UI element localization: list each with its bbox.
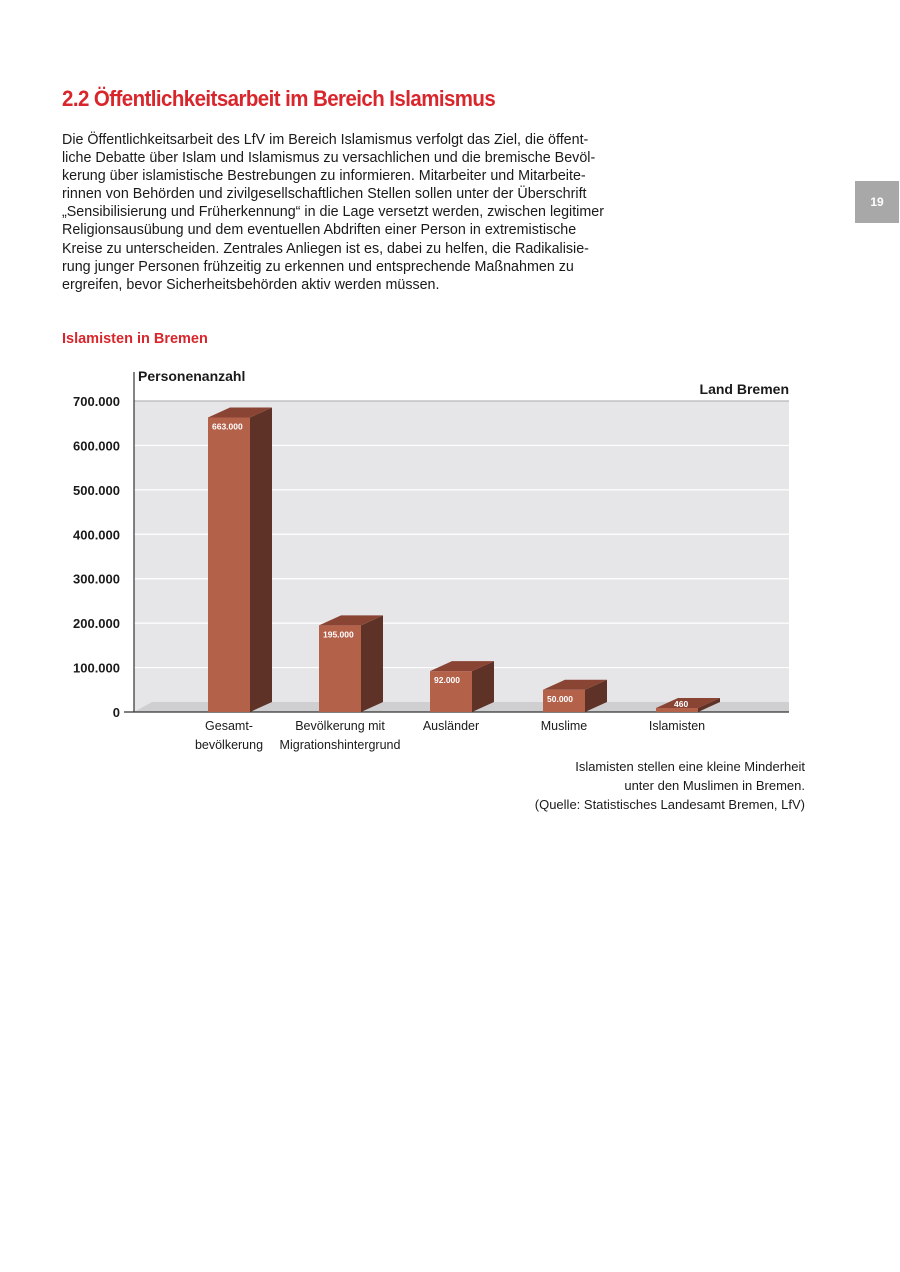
bar-side	[361, 615, 383, 712]
y-tick-label: 200.000	[73, 616, 120, 632]
body-line: rung junger Personen frühzeitig zu erkennen und entsprechende Maßnahmen zu	[62, 258, 574, 275]
x-tick-label: Muslime	[540, 719, 588, 733]
chart-caption	[480, 757, 805, 814]
y-tick-label: 700.000	[73, 394, 120, 409]
x-tick-label: bevölkerung	[194, 738, 264, 752]
data-label: 195.000	[323, 629, 354, 640]
section-title: 2.2 Öffentlichkeitsarbeit im Bereich Islamismus	[62, 86, 496, 111]
x-tick-label: Ausländer	[422, 719, 480, 733]
chart-title: Islamisten in Bremen	[62, 331, 208, 347]
bar-chart	[0, 360, 900, 760]
y-tick-label: 0	[112, 705, 120, 720]
body-line: Die Öffentlichkeitsarbeit des LfV im Bereich Islamismus verfolgt das Ziel, die öffent-	[62, 132, 589, 148]
page-number-tab: 19	[855, 181, 899, 223]
body-line: ergreifen, bevor Sicherheitsbehörden aktiv werden müssen.	[62, 276, 440, 293]
body-line: Religionsausübung und dem eventuellen Abdriften einer Person in extremistische	[62, 222, 577, 239]
data-label: 663.000	[212, 421, 243, 432]
body-line: kerung über islamistische Bestrebungen zu informieren. Mitarbeiter und Mitarbeite-	[62, 168, 586, 185]
body-line: „Sensibilisierung und Früherkennung“ in die Lage versetzt werden, zwischen legitimer	[62, 204, 604, 221]
data-label: 50.000	[547, 693, 573, 704]
y-tick-label: 300.000	[73, 571, 120, 587]
body-line: Kreise zu unterscheiden. Zentrales Anliegen ist es, dabei zu helfen, die Radikalisie-	[62, 240, 589, 257]
body-line: liche Debatte über Islam und Islamismus zu versachlichen und die bremische Bevöl-	[62, 150, 596, 167]
caption-line: (Quelle: Statistisches Landesamt Bremen, LfV)	[534, 797, 805, 812]
x-tick-label: Migrationshintergrund	[279, 738, 401, 752]
y-axis-title: Personenanzahl	[138, 368, 246, 384]
data-label: 460	[674, 699, 689, 709]
body-paragraph	[62, 131, 622, 294]
bar	[208, 417, 250, 712]
bar-side	[250, 407, 272, 712]
caption-line: unter den Muslimen in Bremen.	[624, 778, 805, 793]
y-tick-label: 100.000	[73, 660, 120, 676]
body-line: rinnen von Behörden und zivilgesellschaftlichen Stellen sollen unter der Überschrift	[62, 186, 587, 203]
x-tick-label: Islamisten	[648, 719, 706, 733]
caption-line: Islamisten stellen eine kleine Minderheit	[575, 759, 805, 774]
y-tick-label: 600.000	[73, 438, 120, 454]
x-tick-label: Bevölkerung mit	[295, 719, 385, 733]
y-tick-label: 400.000	[73, 527, 120, 543]
x-tick-label: Gesamt-	[205, 719, 253, 733]
y-tick-label: 500.000	[73, 482, 120, 498]
data-label: 92.000	[434, 675, 460, 686]
region-label: Land Bremen	[699, 381, 789, 397]
